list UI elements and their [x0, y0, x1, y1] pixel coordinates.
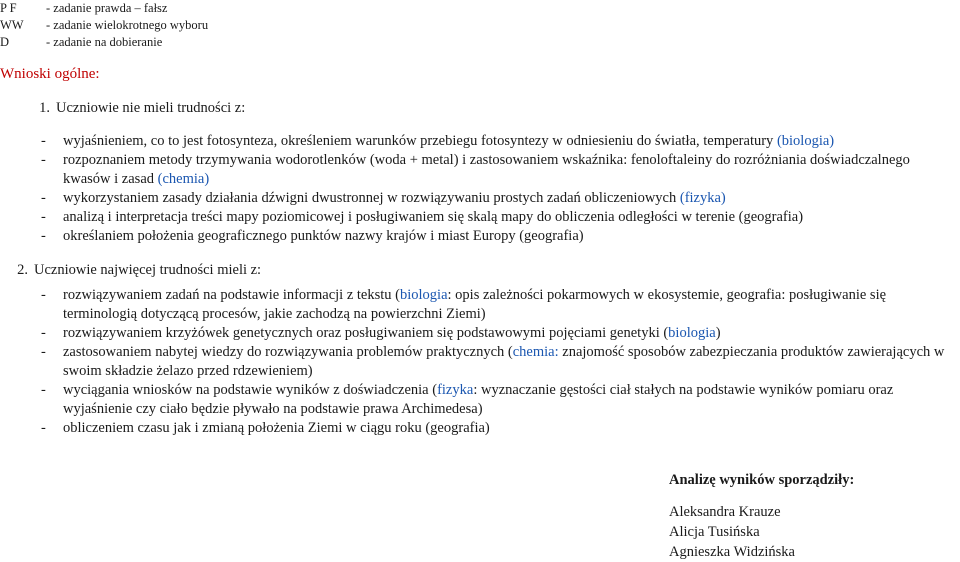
- item-tail: znajomość sposobów zabezpieczania produktów zawierających w swoim składzie żelazo przed rdzewieniem): [63, 344, 945, 379]
- list-item: [41, 286, 960, 324]
- item-tail: : wyznaczanie gęstości ciał stałych na podstawie wyników pomiaru oraz wyjaśnienie czy ciało będzie pływało na podstawie prawa Archimedesa): [63, 382, 894, 417]
- legend-desc: - zadanie wielokrotnego wyboru: [46, 18, 209, 32]
- list-item: [41, 324, 960, 343]
- list-item: [41, 343, 960, 381]
- section2-heading: [0, 260, 261, 280]
- list-dash: -: [41, 133, 46, 149]
- author-name: Aleksandra Krauze: [669, 504, 781, 520]
- item-text: określaniem położenia geograficznego punktów nazwy krajów i miast Europy (geografia): [63, 228, 584, 244]
- subject-label: (chemia): [157, 171, 210, 187]
- legend: [0, 0, 208, 51]
- item-text: obliczeniem czasu jak i zmianą położenia Ziemi w ciągu roku (geografia): [63, 420, 490, 436]
- subject-label: biologia: [400, 287, 448, 303]
- item-tail: ): [715, 325, 721, 341]
- author-name: Agnieszka Widzińska: [669, 544, 795, 560]
- item-text: rozwiązywaniem krzyżówek genetycznych oraz posługiwaniem się podstawowymi pojęciami genetyki (: [63, 325, 669, 341]
- item-text: wyjaśnieniem, co to jest fotosynteza, określeniem warunków przebiegu fotosyntezy w odniesieniu do światła, temperatury: [63, 133, 777, 149]
- subject-label: (fizyka): [679, 190, 726, 206]
- subject-label: biologia: [668, 325, 716, 341]
- subject-label: fizyka: [437, 382, 474, 398]
- section2-number: 2.: [17, 262, 28, 278]
- signature-title: Analizę wyników sporządziły:: [669, 472, 855, 488]
- list-item: [41, 227, 960, 246]
- item-text: wykorzystaniem zasady działania dźwigni dwustronnej w rozwiązywaniu prostych zadań obliczeniowych: [63, 190, 680, 206]
- item-tail: : opis zależności pokarmowych w ekosystemie, geografia: posługiwanie się terminologią dotyczącą procesów, jakie zachodzą na powierzchni Ziemi): [63, 287, 887, 322]
- signature-block: [669, 470, 854, 562]
- conclusions-title: Wnioski ogólne:: [0, 66, 100, 82]
- list-dash: -: [41, 382, 46, 398]
- legend-row: [0, 0, 208, 17]
- item-text: rozwiązywaniem zadań na podstawie informacji z tekstu (: [63, 287, 400, 303]
- item-text: analizą i interpretacja treści mapy poziomicowej i posługiwaniem się skalą mapy do obliczenia odległości w terenie (geografia): [63, 209, 804, 225]
- section2-heading-text: Uczniowie najwięcej trudności mieli z:: [34, 262, 262, 278]
- list-item: [41, 381, 960, 419]
- legend-code: WW: [0, 18, 24, 32]
- item-text: zastosowaniem nabytej wiedzy do rozwiązywania problemów praktycznych (: [63, 344, 513, 360]
- list-dash: -: [41, 190, 46, 206]
- item-text: rozpoznaniem metody trzymywania wodorotlenków (woda + metal) i zastosowaniem wskaźnika: fenoloftaleiny do rozróżniania doświadczalnego kwasów i zasad: [63, 152, 910, 187]
- list-item: [41, 208, 960, 227]
- list-dash: -: [41, 420, 46, 436]
- section1-heading: [0, 98, 245, 118]
- list-item: [41, 132, 960, 151]
- list-dash: -: [41, 287, 46, 303]
- section1-heading-text: Uczniowie nie mieli trudności z:: [56, 100, 246, 116]
- legend-desc: - zadanie prawda – fałsz: [46, 1, 168, 15]
- list-dash: -: [41, 325, 46, 341]
- subject-label: (biologia): [776, 133, 835, 149]
- subject-label: chemia:: [512, 344, 559, 360]
- list-item: [41, 151, 960, 189]
- legend-desc: - zadanie na dobieranie: [46, 35, 163, 49]
- list-dash: -: [41, 344, 46, 360]
- list-item: [41, 189, 960, 208]
- legend-row: [0, 34, 208, 51]
- legend-row: [0, 17, 208, 34]
- list-item: [41, 419, 960, 438]
- section1-number: 1.: [39, 100, 50, 116]
- author-name: Alicja Tusińska: [669, 524, 760, 540]
- section2-list: [41, 286, 960, 438]
- list-dash: -: [41, 152, 46, 168]
- section1-list: [41, 132, 960, 246]
- legend-code: D: [0, 35, 10, 49]
- legend-code: P F: [0, 1, 17, 15]
- list-dash: -: [41, 228, 46, 244]
- list-dash: -: [41, 209, 46, 225]
- item-text: wyciągania wniosków na podstawie wyników z doświadczenia (: [63, 382, 438, 398]
